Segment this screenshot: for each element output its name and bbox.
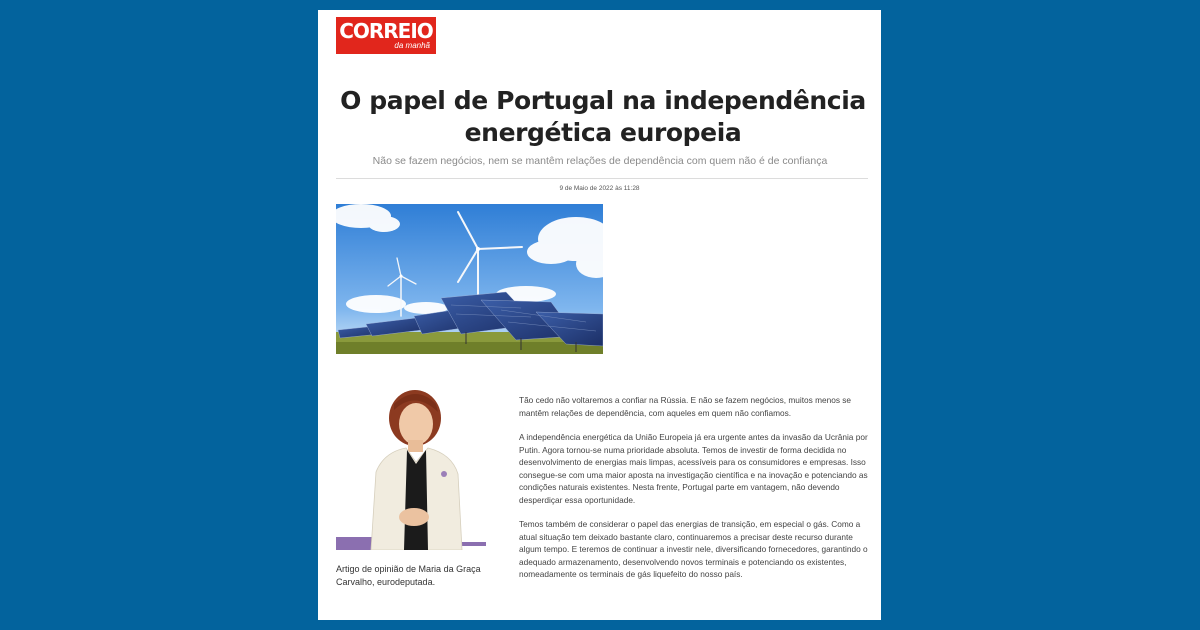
- solar-panels-wind-turbines-photo: [336, 204, 603, 354]
- article-subtitle: Não se fazem negócios, nem se mantêm relações de dependência com quem não é de confiança: [372, 155, 828, 167]
- author-caption: Artigo de opinião de Maria da Graça Carvalho, eurodeputada.: [336, 564, 481, 587]
- paragraph: A independência energética da União Europeia já era urgente antes da invasão da Ucrânia por Putin. Agora tornou-se numa prioridade absoluta. Temos de investir de forma decidida no desenvolvimento de energias mais limpas, acessíveis para os consumidores e empresas. Isso consegue-se com uma maior aposta na investigação científica e na inovação e potenciando as condições naturais existentes. Nesta frente, Portugal parte em vantagem, não devendo desperdiçar essa oportunidade.: [519, 432, 868, 505]
- logo-wordmark: CORREIO: [339, 19, 433, 43]
- logo-tagline: da manhã: [394, 41, 430, 50]
- publish-date: 9 de Maio de 2022 às 11:28: [559, 185, 640, 192]
- author-portrait-photo: [336, 382, 486, 550]
- article-title: O papel de Portugal na independência energética europeia: [340, 86, 866, 147]
- correio-da-manha-logo[interactable]: [336, 17, 436, 54]
- article-page: [318, 10, 881, 620]
- divider: [336, 178, 868, 179]
- paragraph: Tão cedo não voltaremos a confiar na Rússia. E não se fazem negócios, muitos menos se mantêm relações de dependência, com aqueles em quem não confiamos.: [519, 395, 852, 418]
- paragraph: Temos também de considerar o papel das energias de transição, em especial o gás. Como a atual situação tem deixado bastante claro, continuaremos a precisar deste recurso durante algum tempo. E teremos de continuar a investir nele, diversificando fornecedores, garantindo o adequado armazenamento, desenvolvendo novos terminais e potenciando os existentes, nomeadamente os terminais de gás liquefeito do nosso país.: [519, 519, 868, 579]
- article-body: [519, 394, 871, 593]
